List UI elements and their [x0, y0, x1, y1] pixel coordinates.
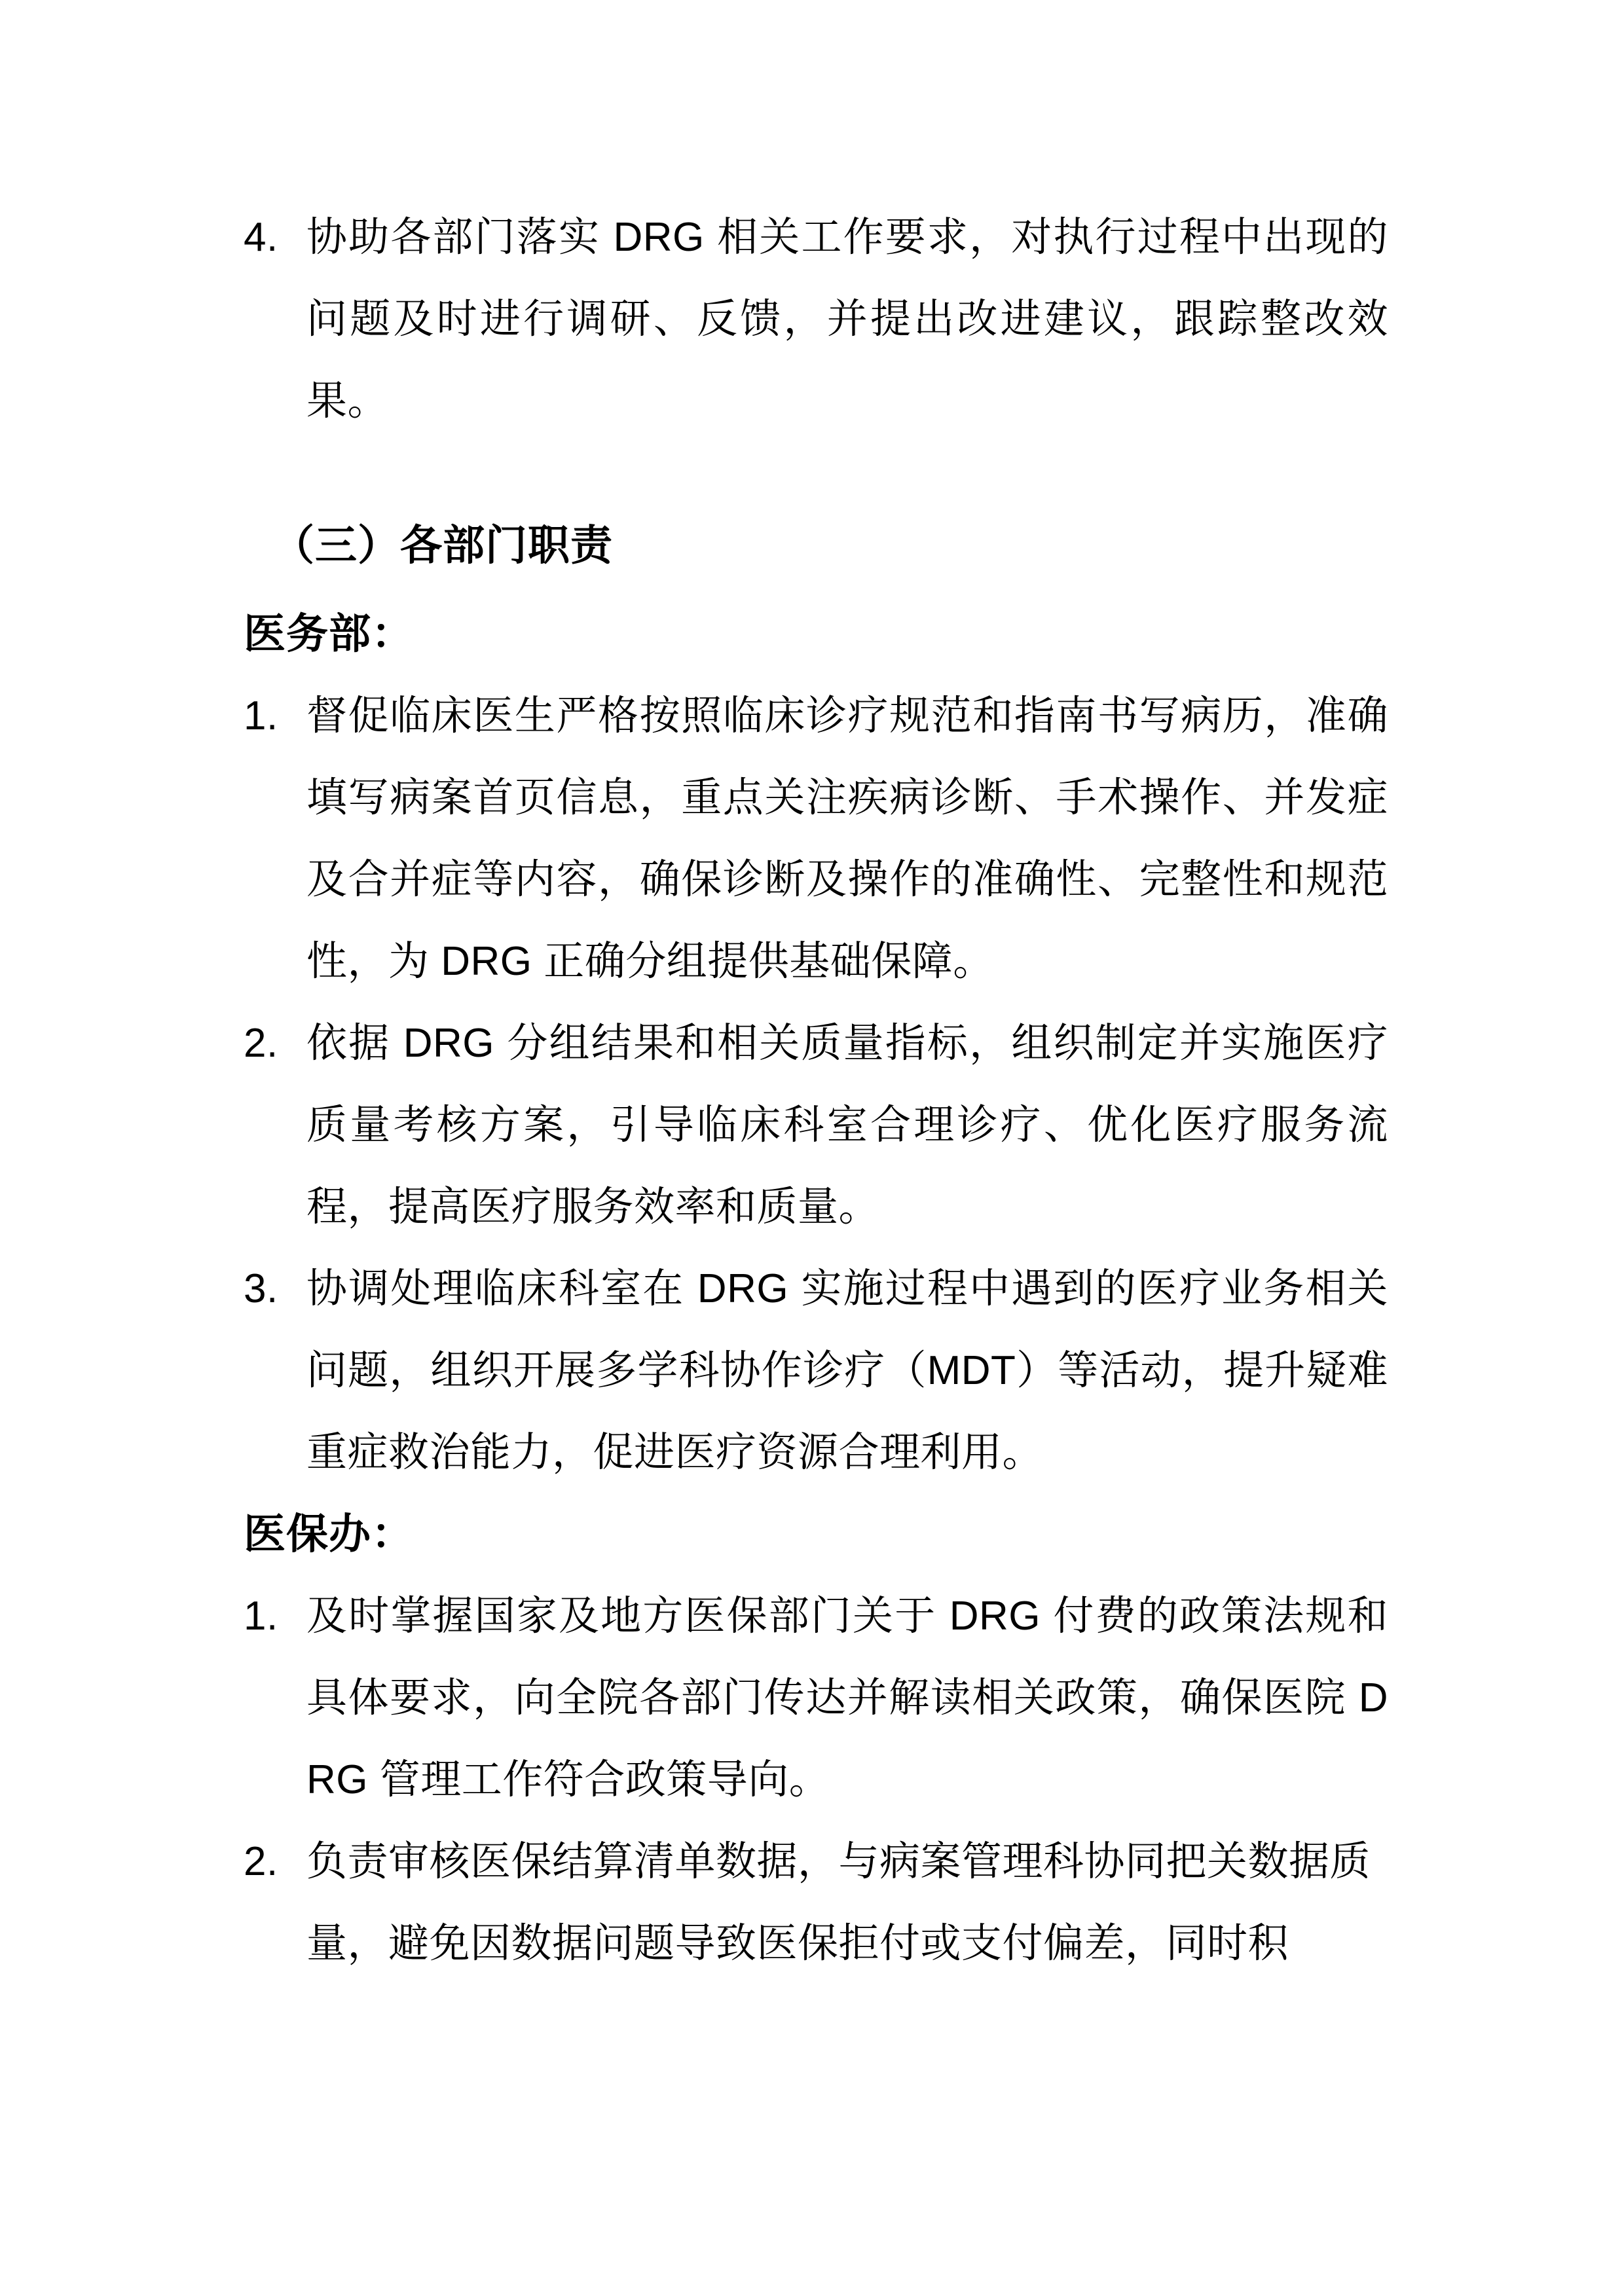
- section-heading: （三）各部门职责: [272, 522, 613, 569]
- list-item-text: 负责审核医保结算清单数据，与病案管理科协同把关数据质量，避免因数据问题导致医保拒付或支付偏差，同时积: [306, 1839, 1371, 1966]
- spacer: [244, 587, 1388, 593]
- department-heading-insurance-office: 医保办：: [244, 1510, 414, 1558]
- list-item: [244, 1821, 1388, 1984]
- list-marker: 4.: [244, 215, 278, 260]
- list-item: [244, 1248, 1388, 1493]
- list-marker: 1.: [244, 1594, 278, 1639]
- list-marker: 1.: [244, 693, 278, 738]
- list-item-text: 协助各部门落实 DRG 相关工作要求，对执行过程中出现的问题及时进行调研、反馈，并提出改进建议，跟踪整改效果。: [306, 215, 1388, 424]
- list-item-text: 依据 DRG 分组结果和相关质量指标，组织制定并实施医疗质量考核方案，引导临床科室合理诊疗、优化医疗服务流程，提高医疗服务效率和质量。: [306, 1021, 1388, 1230]
- page-content: [244, 196, 1388, 1984]
- list-item-text: 督促临床医生严格按照临床诊疗规范和指南书写病历，准确填写病案首页信息，重点关注疾病诊断、手术操作、并发症及合并症等内容，确保诊断及操作的准确性、完整性和规范性，为 DRG 正确分组提供基础保障。: [306, 693, 1388, 984]
- list-item: [244, 675, 1388, 1002]
- list-item-text: 及时掌握国家及地方医保部门关于 DRG 付费的政策法规和具体要求，向全院各部门传达并解读相关政策，确保医院 DRG 管理工作符合政策导向。: [306, 1594, 1388, 1802]
- department-heading-medical-affairs: 医务部：: [244, 610, 414, 657]
- list-marker: 3.: [244, 1266, 278, 1311]
- list-marker: 2.: [244, 1839, 278, 1884]
- list-item: [244, 1575, 1388, 1821]
- list-item: [244, 1002, 1388, 1248]
- list-item-text: 协调处理临床科室在 DRG 实施过程中遇到的医疗业务相关问题，组织开展多学科协作诊疗（MDT）等活动，提升疑难重症救治能力，促进医疗资源合理利用。: [306, 1266, 1388, 1475]
- spacer: [244, 442, 1388, 505]
- list-item: [244, 196, 1388, 442]
- list-marker: 2.: [244, 1021, 278, 1066]
